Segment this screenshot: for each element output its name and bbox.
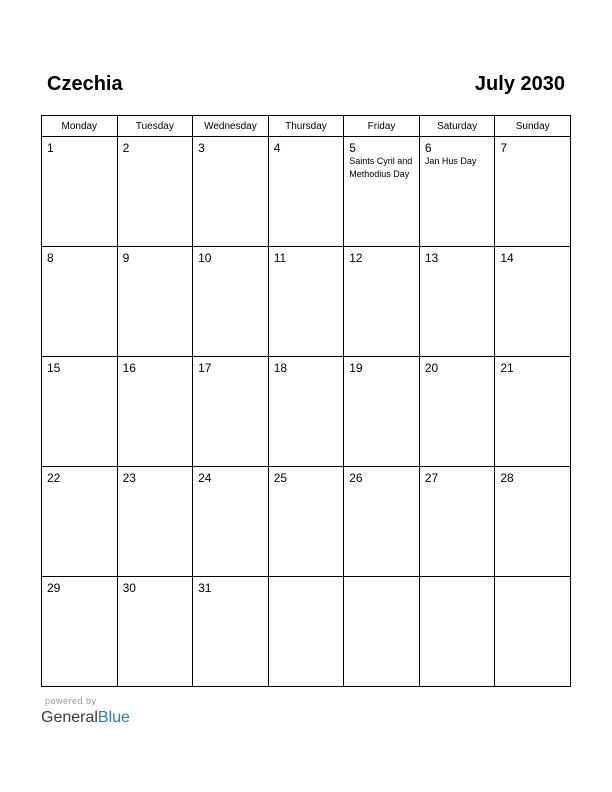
day-cell — [193, 137, 269, 247]
day-number: 10 — [198, 251, 212, 265]
week-row — [42, 137, 571, 247]
day-cell — [419, 137, 495, 247]
weekday-header: Thursday — [268, 116, 344, 137]
weekday-header-row — [42, 116, 571, 137]
brand-logo[interactable] — [41, 708, 130, 728]
day-number: 1 — [47, 141, 54, 155]
day-cell — [268, 137, 344, 247]
day-number: 12 — [349, 251, 363, 265]
day-number: 4 — [273, 141, 281, 155]
day-number: 8 — [47, 251, 54, 265]
day-cell-empty — [268, 577, 344, 687]
day-number: 20 — [424, 361, 439, 375]
day-cell — [344, 467, 420, 577]
day-cell — [419, 357, 495, 467]
day-number: 28 — [500, 471, 514, 485]
week-row — [42, 247, 571, 357]
brand-name-general: General — [41, 709, 98, 726]
week-row — [42, 577, 571, 687]
day-cell-empty — [495, 577, 571, 687]
weekday-header: Friday — [344, 116, 420, 137]
day-number: 30 — [122, 581, 136, 595]
footer-branding — [41, 696, 130, 728]
day-number: 31 — [198, 581, 212, 595]
day-cell — [42, 247, 118, 357]
weekday-header: Sunday — [495, 116, 571, 137]
day-cell — [117, 357, 193, 467]
weekday-header: Wednesday — [193, 116, 269, 137]
day-cell — [42, 577, 118, 687]
day-number: 2 — [122, 141, 130, 155]
day-number: 6 — [424, 141, 432, 155]
day-number: 22 — [47, 471, 61, 485]
month-year-title: July 2030 — [474, 73, 565, 95]
day-number: 14 — [500, 251, 514, 265]
day-number: 25 — [273, 471, 288, 485]
day-cell — [193, 357, 269, 467]
weekday-header: Saturday — [419, 116, 495, 137]
calendar-grid — [41, 115, 571, 687]
day-number: 5 — [349, 141, 356, 155]
weekday-header: Tuesday — [117, 116, 193, 137]
day-number: 9 — [122, 251, 130, 265]
day-number: 3 — [198, 141, 205, 155]
day-cell — [193, 577, 269, 687]
holiday-label: Jan Hus Day — [424, 156, 477, 166]
day-cell — [117, 247, 193, 357]
day-number: 17 — [198, 361, 212, 375]
day-cell-empty — [344, 577, 420, 687]
day-cell — [42, 467, 118, 577]
holiday-label: Saints Cyril and Methodius Day — [349, 156, 413, 179]
day-number: 15 — [47, 361, 61, 375]
day-cell — [268, 357, 344, 467]
day-cell — [495, 247, 571, 357]
day-cell — [495, 357, 571, 467]
day-number: 24 — [198, 471, 212, 485]
day-cell — [117, 137, 193, 247]
day-number: 13 — [424, 251, 439, 265]
day-cell — [117, 467, 193, 577]
day-cell — [344, 357, 420, 467]
day-number: 11 — [273, 251, 287, 265]
day-cell — [268, 467, 344, 577]
day-cell — [42, 357, 118, 467]
day-cell — [344, 247, 420, 357]
powered-by-label: powered by — [45, 696, 97, 706]
brand-name-blue: Blue — [97, 709, 130, 726]
weekday-header: Monday — [42, 116, 118, 137]
day-cell — [419, 247, 495, 357]
day-number: 16 — [122, 361, 136, 375]
day-number: 21 — [500, 361, 514, 375]
day-cell — [419, 467, 495, 577]
day-number: 19 — [349, 361, 363, 375]
week-row — [42, 467, 571, 577]
day-cell — [495, 467, 571, 577]
day-number: 18 — [273, 361, 288, 375]
day-number: 29 — [47, 581, 61, 595]
day-cell — [495, 137, 571, 247]
day-number: 27 — [424, 471, 439, 485]
day-cell — [193, 247, 269, 357]
day-cell — [344, 137, 420, 247]
country-title: Czechia — [47, 73, 123, 95]
day-number: 7 — [500, 141, 508, 155]
week-row — [42, 357, 571, 467]
day-cell — [42, 137, 118, 247]
day-cell — [193, 467, 269, 577]
day-cell — [268, 247, 344, 357]
day-number: 23 — [122, 471, 136, 485]
day-cell-empty — [419, 577, 495, 687]
day-number: 26 — [349, 471, 363, 485]
day-cell — [117, 577, 193, 687]
